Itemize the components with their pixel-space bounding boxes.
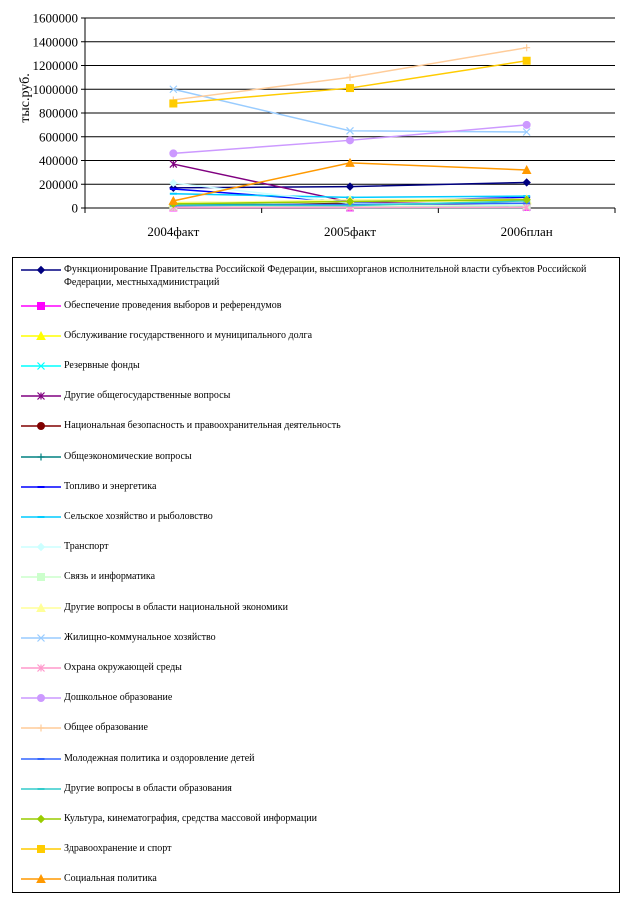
- legend-item: [13, 570, 609, 584]
- legend-label: Другие общегосударственные вопросы: [64, 390, 231, 402]
- legend-item: [13, 842, 609, 856]
- legend-item: [13, 782, 609, 796]
- y-tick-label: 0: [71, 200, 78, 216]
- legend-label: Связь и информатика: [64, 571, 156, 583]
- legend-item: [13, 419, 609, 433]
- legend-label: Другие вопросы в области национальной экономики: [64, 601, 288, 613]
- legend-swatch-diamond-icon: [21, 263, 61, 277]
- legend-item: [13, 540, 609, 554]
- legend-swatch-diamond-icon: [21, 812, 61, 826]
- legend-label: Функционирование Правительства Российской Федерации, высшихорганов исполнительной власти субъектов Российской Федерации, местныхадминистраций: [64, 264, 587, 288]
- legend-swatch-triangle-icon: [21, 329, 61, 343]
- legend-swatch-circle-icon: [21, 419, 61, 433]
- series-14: [170, 121, 530, 157]
- legend-item: [13, 510, 609, 524]
- y-tick-label: 400000: [39, 153, 78, 168]
- data-point: [347, 85, 354, 92]
- data-point: [523, 57, 530, 64]
- legend-swatch-dash-icon: [21, 510, 61, 524]
- legend-swatch-square-icon: [21, 570, 61, 584]
- series-19: [170, 57, 530, 107]
- legend-item: [13, 812, 609, 826]
- x-tick-label: 2005факт: [323, 224, 377, 239]
- legend-swatch-square-icon: [21, 842, 61, 856]
- data-point: [347, 74, 354, 81]
- legend-label: Жилищно-коммунальное хозяйство: [64, 631, 216, 643]
- legend-label: Охрана окружающей среды: [64, 661, 182, 673]
- legend-swatch-triangle-icon: [21, 601, 61, 615]
- series-line: [173, 61, 526, 104]
- series-line: [173, 48, 526, 100]
- x-tick-labels: [147, 224, 552, 239]
- series-lines: [169, 44, 530, 211]
- data-point: [170, 150, 177, 157]
- legend-label: Обеспечение проведения выборов и референдумов: [64, 299, 282, 311]
- legend-label: Дошкольное образование: [64, 692, 173, 704]
- legend-item: [13, 450, 609, 464]
- y-tick-labels: [33, 11, 79, 216]
- legend-label: Обслуживание государственного и муниципального долга: [64, 329, 313, 341]
- x-tick-label: 2006план: [500, 224, 553, 239]
- legend-swatch-diamond-icon: [21, 540, 61, 554]
- legend-item: [13, 752, 609, 766]
- y-axis-label: тыс.руб.: [18, 73, 33, 123]
- legend-label: Здравоохранение и спорт: [64, 843, 172, 855]
- data-point: [523, 44, 530, 51]
- legend-swatch-star-icon: [21, 389, 61, 403]
- legend-label: Молодежная политика и оздоровление детей: [64, 752, 255, 764]
- legend-label: Резервные фонды: [64, 359, 140, 371]
- legend-swatch-x-icon: [21, 359, 61, 373]
- legend-item: [13, 359, 609, 373]
- legend-item: [13, 299, 609, 313]
- y-tick-label: 1200000: [32, 58, 78, 73]
- legend-swatch-dash-icon: [21, 480, 61, 494]
- data-point: [523, 121, 530, 128]
- legend-swatch-triangle-icon: [21, 872, 61, 886]
- series-15: [170, 44, 530, 103]
- data-point: [347, 137, 354, 144]
- legend-label: Социальная политика: [64, 873, 157, 885]
- legend-item: [13, 721, 609, 735]
- x-tick-label: 2004факт: [147, 224, 200, 239]
- legend-item: [13, 872, 609, 886]
- legend-item: [13, 480, 609, 494]
- legend-swatch-dash-icon: [21, 752, 61, 766]
- data-point: [170, 100, 177, 107]
- legend-label: Культура, кинематография, средства массовой информации: [64, 812, 318, 824]
- legend-label: Другие вопросы в области образования: [64, 782, 232, 794]
- data-point: [523, 179, 530, 186]
- legend-swatch-circle-icon: [21, 691, 61, 705]
- line-chart: [0, 0, 630, 255]
- legend-item: [13, 329, 609, 343]
- y-tick-label: 600000: [39, 129, 78, 145]
- y-tick-label: 800000: [39, 105, 78, 121]
- legend-swatch-star-icon: [21, 661, 61, 675]
- legend-item: [13, 661, 609, 675]
- legend-item: [13, 601, 609, 615]
- legend-swatch-dash-icon: [21, 782, 61, 796]
- y-tick-label: 1600000: [32, 10, 78, 26]
- legend-swatch-x-icon: [21, 631, 61, 645]
- legend-label: Национальная безопасность и правоохранительная деятельность: [64, 420, 341, 432]
- series-line: [173, 89, 526, 132]
- legend-label: Топливо и энергетика: [64, 480, 157, 492]
- legend-label: Транспорт: [64, 541, 109, 553]
- legend-swatch-plus-icon: [21, 721, 61, 735]
- y-tick-label: 200000: [39, 176, 78, 192]
- y-tick-label: 1000000: [32, 81, 78, 97]
- legend-swatch-plus-icon: [21, 450, 61, 464]
- y-tick-label: 1400000: [32, 34, 78, 50]
- legend-item: [13, 263, 609, 289]
- data-point: [170, 180, 177, 187]
- legend-swatch-square-icon: [21, 299, 61, 313]
- legend-item: [13, 631, 609, 645]
- chart-legend: [12, 257, 620, 893]
- legend-label: Общее образование: [64, 722, 148, 734]
- legend-label: Общеэкономические вопросы: [64, 450, 192, 462]
- legend-label: Сельское хозяйство и рыболовство: [64, 510, 213, 522]
- legend-item: [13, 389, 609, 403]
- legend-item: [13, 691, 609, 705]
